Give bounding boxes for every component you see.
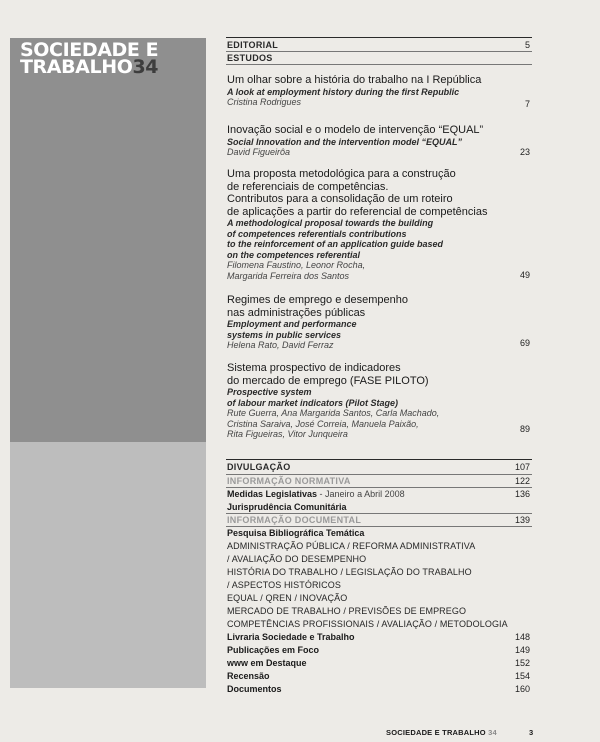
article-1-page: 7 — [524, 99, 530, 109]
cover-panel-light — [10, 442, 206, 688]
livraria-page: 148 — [514, 632, 530, 642]
divider — [226, 513, 532, 514]
section-divulgacao[interactable]: DIVULGAÇÃO — [227, 462, 291, 472]
article-english-line: Employment and performance — [227, 319, 357, 329]
toc-article-5[interactable] — [227, 362, 527, 440]
cover-panel-dark — [10, 38, 206, 442]
section-estudos: ESTUDOS — [227, 53, 273, 63]
toc-article-4[interactable] — [227, 294, 527, 351]
entry-medidas-legislativas[interactable] — [227, 489, 405, 500]
topic-line[interactable]: HISTÓRIA DO TRABALHO / LEGISLAÇÃO DO TRABALHO — [227, 567, 472, 577]
article-4-page: 69 — [519, 338, 530, 348]
article-title-line: Uma proposta metodológica para a construção — [227, 168, 456, 180]
entry-livraria[interactable]: Livraria Sociedade e Trabalho — [227, 632, 355, 642]
recensao-page: 154 — [514, 671, 530, 681]
article-2-page: 23 — [519, 147, 530, 157]
article-title-line: nas administrações públicas — [227, 306, 366, 319]
divider — [226, 459, 532, 460]
divulgacao-page: 107 — [514, 462, 530, 472]
article-author-line: Filomena Faustino, Leonor Rocha, — [227, 260, 366, 270]
article-title-line: de aplicações a partir do referencial de competências — [227, 205, 488, 218]
topic-line[interactable]: / AVALIAÇÃO DO DESEMPENHO — [227, 554, 367, 564]
article-title-line: Regimes de emprego e desempenho — [227, 294, 409, 306]
documentos-page: 160 — [514, 684, 530, 694]
article-english-title: A look at employment history during the first Republic — [227, 86, 460, 97]
divider — [226, 526, 532, 527]
article-english-line: of labour market indicators (Pilot Stage) — [227, 397, 399, 408]
article-english-line: A methodological proposal towards the building — [227, 218, 434, 228]
article-english-line: to the reinforcement of an application guide based — [227, 239, 444, 249]
editorial-page-number: 5 — [524, 40, 530, 50]
article-english-line: on the competences referential — [227, 249, 361, 260]
article-english-line: systems in public services — [227, 329, 342, 340]
entry-www-destaque[interactable]: www em Destaque — [227, 658, 307, 668]
divider — [226, 51, 532, 52]
journal-title-line2: TRABALHO — [20, 56, 133, 78]
article-author-line: Cristina Saraiva, José Correia, Manuela Paixão, — [227, 418, 419, 429]
informacao-documental-page: 139 — [514, 515, 530, 525]
toc-article-2[interactable] — [227, 124, 527, 158]
topic-line[interactable]: / ASPECTOS HISTÓRICOS — [227, 580, 341, 590]
medidas-page: 136 — [514, 489, 530, 499]
article-english-line: Prospective system — [227, 387, 312, 397]
article-author: David Figueirôa — [227, 147, 291, 157]
article-5-page: 89 — [519, 424, 530, 434]
topic-line[interactable]: MERCADO DE TRABALHO / PREVISÕES DE EMPREGO — [227, 606, 467, 616]
article-title: Um olhar sobre a história do trabalho na I República — [227, 74, 482, 86]
article-title-line: Sistema prospectivo de indicadores — [227, 362, 401, 374]
divider — [226, 474, 532, 475]
article-english-line: of competences referentials contributions — [227, 228, 407, 239]
entry-label: Medidas Legislativas — [227, 489, 318, 499]
topic-line[interactable]: COMPETÊNCIAS PROFISSIONAIS / AVALIAÇÃO / METODOLOGIA — [227, 619, 508, 629]
article-title: Inovação social e o modelo de intervenção “EQUAL” — [227, 124, 484, 136]
article-author-line: Rute Guerra, Ana Margarida Santos, Carla Machado, — [227, 408, 440, 418]
topic-line[interactable]: EQUAL / QREN / INOVAÇÃO — [227, 593, 348, 603]
publicacoes-page: 149 — [514, 645, 530, 655]
topic-line[interactable]: ADMINISTRAÇÃO PÚBLICA / REFORMA ADMINISTRATIVA — [227, 541, 476, 551]
journal-issue-number: 34 — [132, 56, 159, 78]
article-author: Cristina Rodrigues — [227, 97, 302, 107]
footer-issue: 34 — [488, 728, 497, 737]
footer-title: SOCIEDADE E TRABALHO — [386, 728, 486, 737]
article-author: Helena Rato, David Ferraz — [227, 340, 334, 350]
journal-title — [20, 39, 159, 78]
subsection-informacao-normativa[interactable]: INFORMAÇÃO NORMATIVA — [227, 476, 351, 486]
entry-documentos[interactable]: Documentos — [227, 684, 282, 694]
article-author-line: Rita Figueiras, Vitor Junqueira — [227, 429, 348, 439]
www-destaque-page: 152 — [514, 658, 530, 668]
journal-title-line1: SOCIEDADE E — [20, 39, 159, 61]
subsection-informacao-documental[interactable]: INFORMAÇÃO DOCUMENTAL — [227, 515, 362, 525]
toc-article-3[interactable] — [227, 168, 527, 281]
article-title-line: do mercado de emprego (FASE PILOTO) — [227, 374, 429, 387]
article-3-page: 49 — [519, 270, 530, 280]
entry-pesquisa-bibliografica[interactable]: Pesquisa Bibliográfica Temática — [227, 528, 365, 538]
divider — [226, 37, 532, 38]
article-title-line: de referenciais de competências. — [227, 180, 389, 193]
page-number: 3 — [529, 728, 534, 737]
divider — [226, 64, 532, 65]
article-english-title: Social Innovation and the intervention model “EQUAL” — [227, 136, 463, 147]
informacao-normativa-page: 122 — [514, 476, 530, 486]
section-editorial[interactable]: EDITORIAL — [227, 40, 279, 50]
entry-detail: - Janeiro a Abril 2008 — [317, 489, 405, 499]
toc-article-1[interactable] — [227, 74, 527, 108]
running-footer — [386, 728, 497, 737]
article-title-line: Contributos para a consolidação de um roteiro — [227, 193, 453, 205]
entry-jurisprudencia[interactable]: Jurisprudência Comunitária — [227, 502, 347, 512]
article-author-line: Margarida Ferreira dos Santos — [227, 270, 350, 281]
entry-recensao[interactable]: Recensão — [227, 671, 270, 681]
divider — [226, 487, 532, 488]
entry-publicacoes[interactable]: Publicações em Foco — [227, 645, 320, 655]
